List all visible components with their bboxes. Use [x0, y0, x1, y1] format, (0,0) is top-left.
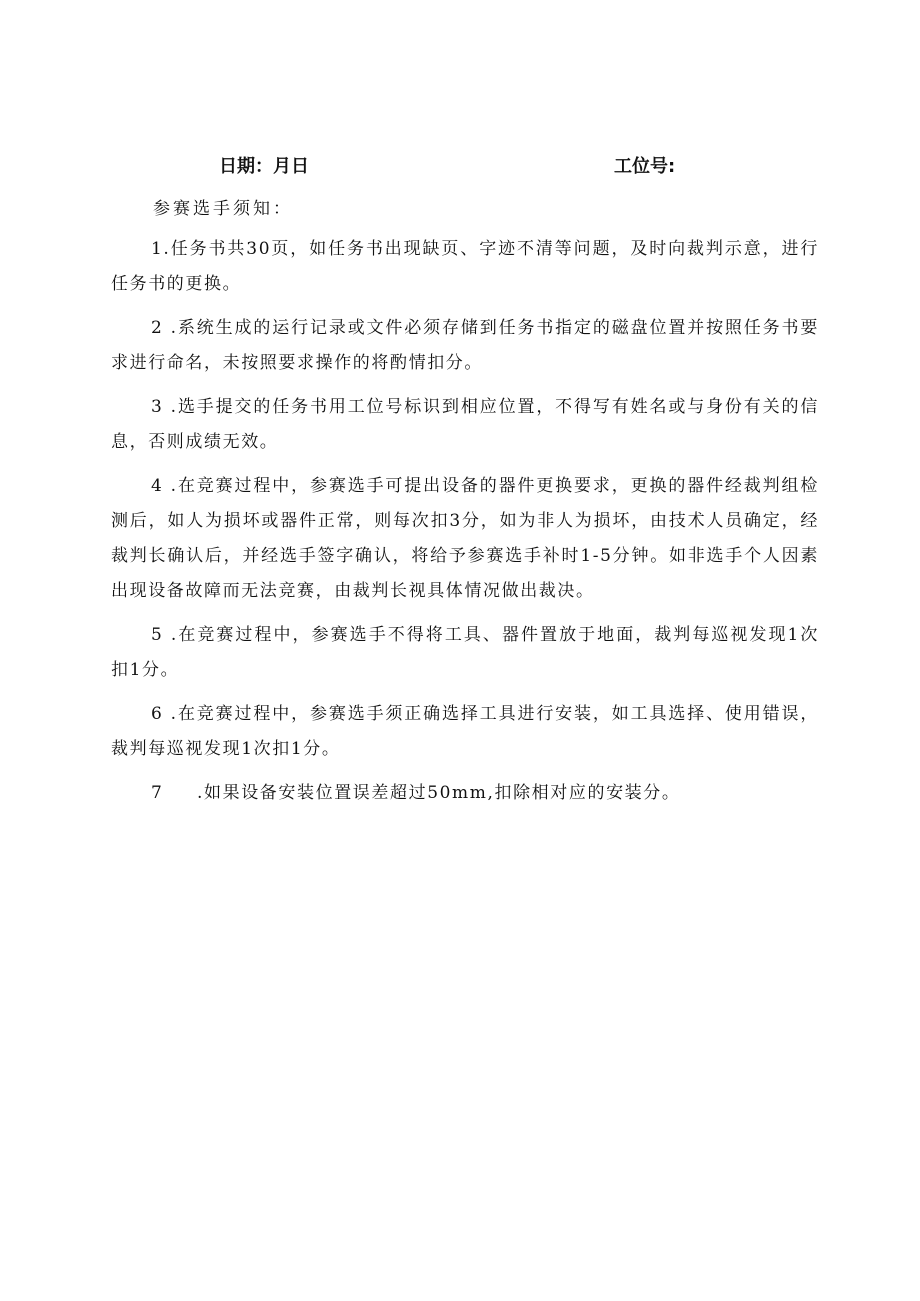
rule-item: [111, 618, 819, 688]
rule-number: 7: [151, 783, 164, 803]
rule-text: 任务书共30页，如任务书出现缺页、字迹不清等问题，及时向裁判示意，进行任务书的更换。: [111, 239, 819, 294]
rule-number: 5 .: [151, 625, 178, 645]
rule-text: 在竞赛过程中，参赛选手须正确选择工具进行安装，如工具选择、使用错误，裁判每巡视发现1次扣1分。: [111, 704, 819, 759]
rules-list: [111, 232, 819, 820]
rule-number: 4 .: [151, 476, 178, 496]
rule-item: [111, 311, 819, 381]
rule-number: 1.: [151, 239, 171, 259]
rule-item: [111, 390, 819, 460]
station-number-field: 工位号:: [614, 156, 676, 177]
rule-text: .如果设备安装位置误差超过50mm,扣除相对应的安装分。: [197, 783, 681, 803]
rule-text: 在竞赛过程中，参赛选手不得将工具、器件置放于地面，裁判每巡视发现1次扣1分。: [111, 625, 819, 680]
rule-number: 6 .: [151, 704, 178, 724]
header-row: [0, 152, 920, 182]
rule-text: 在竞赛过程中，参赛选手可提出设备的器件更换要求，更换的器件经裁判组检测后，如人为损坏或器件正常，则每次扣3分，如为非人为损坏，由技术人员确定，经裁判长确认后，并经选手签字确认，将给予参赛选手补时1-5分钟。如非选手个人因素出现设备故障而无法竞赛，由裁判长视具体情况做出裁决。: [111, 476, 819, 601]
notice-title: 参赛选手须知：: [153, 199, 293, 219]
rule-item: [111, 776, 819, 811]
rule-number: 3 .: [151, 397, 178, 417]
date-field: 日期：月日: [219, 156, 309, 177]
rule-text: 选手提交的任务书用工位号标识到相应位置，不得写有姓名或与身份有关的信息，否则成绩无效。: [111, 397, 819, 452]
rule-item: [111, 697, 819, 767]
rule-item: [111, 232, 819, 302]
rule-item: [111, 469, 819, 609]
rule-number: 2 .: [151, 318, 178, 338]
rule-text: 系统生成的运行记录或文件必须存储到任务书指定的磁盘位置并按照任务书要求进行命名，未按照要求操作的将酌情扣分。: [111, 318, 819, 373]
